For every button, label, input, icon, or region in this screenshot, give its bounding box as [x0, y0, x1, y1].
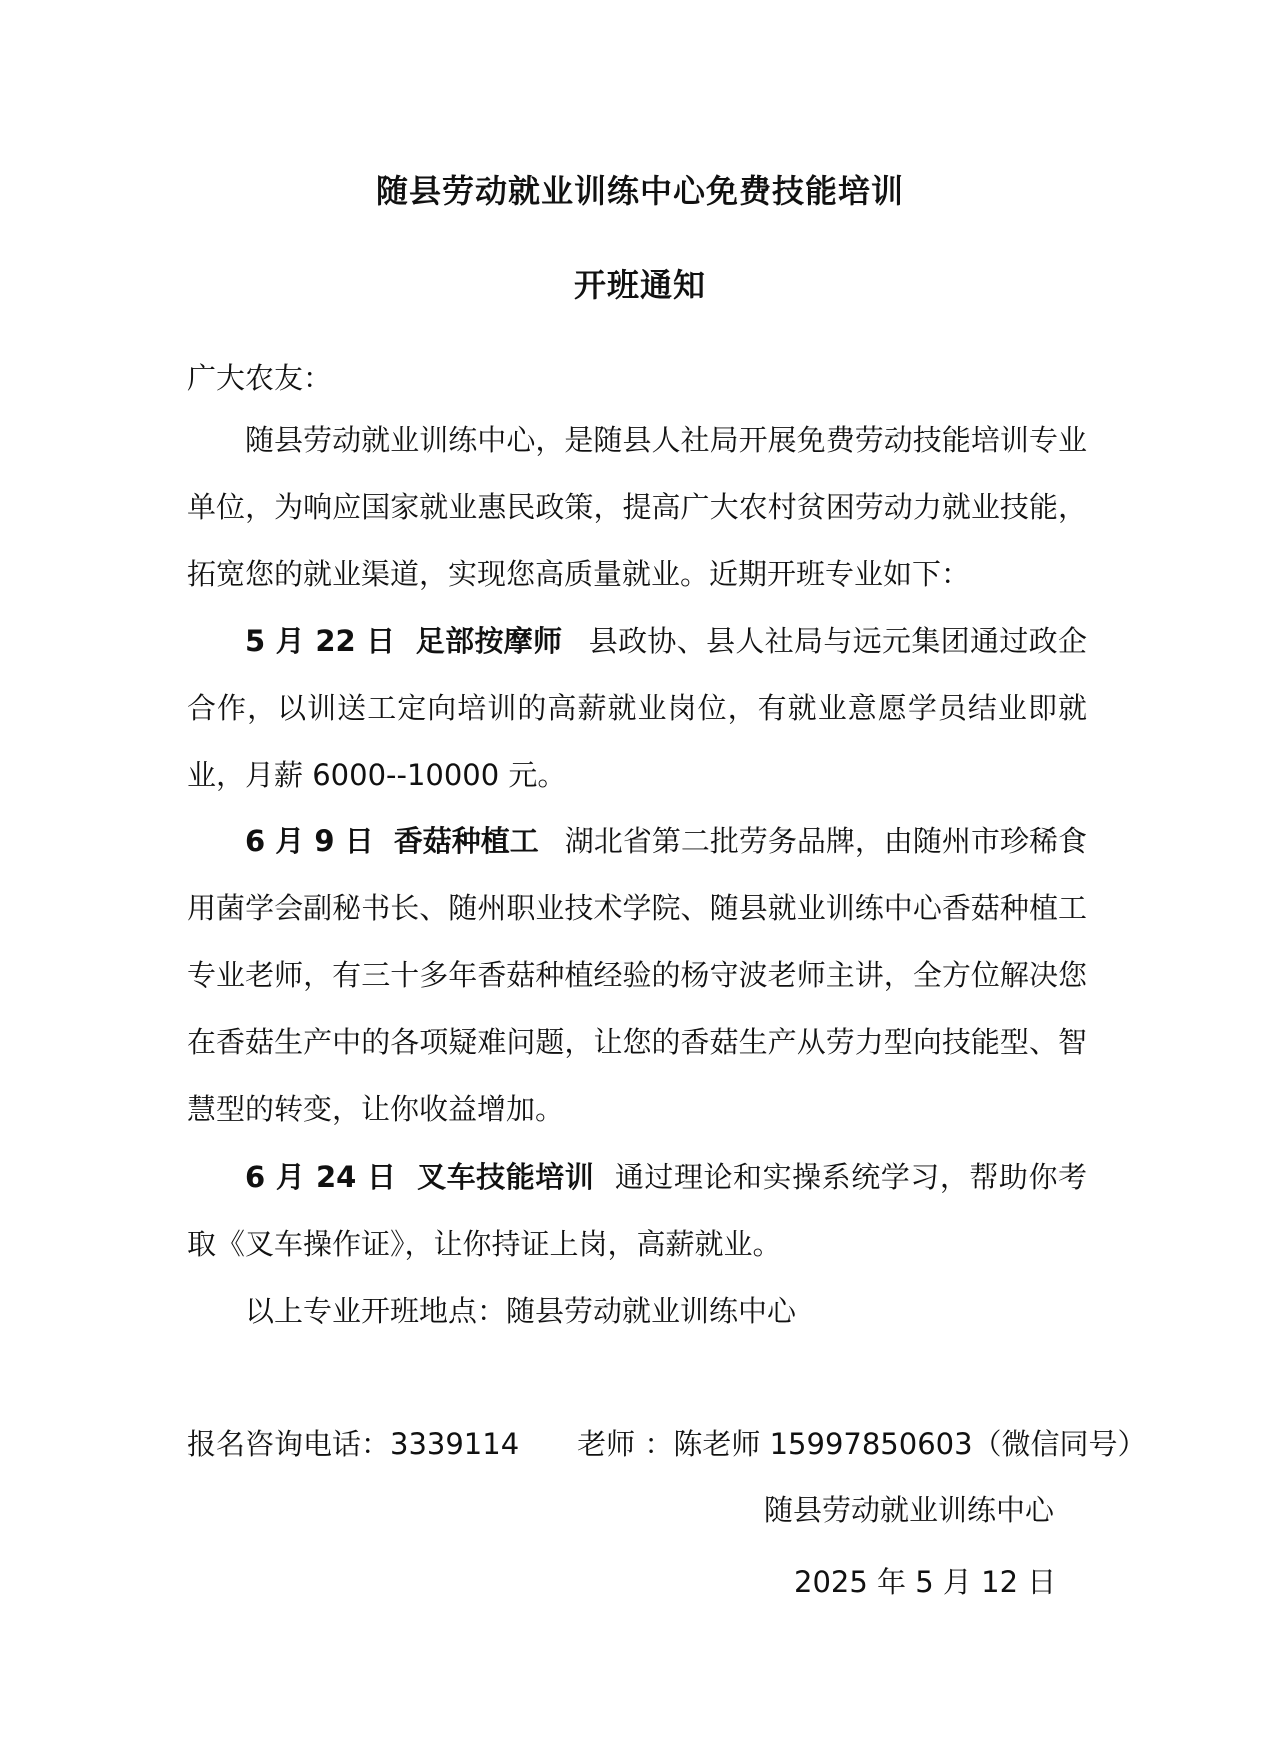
course-date: 5 月 22 日: [245, 624, 396, 658]
course-date: 6 月 9 日: [245, 824, 374, 858]
course-description: 湖北省第二批劳务品牌，由随州市珍稀食用菌学会副秘书长、随州职业技术学院、随县就业训练中心香菇种植工专业老师，有三十多年香菇种植经验的杨守波老师主讲，全方位解决您在香菇生产中的各项疑难问题，让您的香菇生产从劳力型向技能型、智慧型的转变，让你收益增加。: [187, 824, 1087, 1126]
issue-date: 2025 年 5 月 12 日: [794, 1565, 1057, 1599]
course-description: 县政协、县人社局与远元集团通过政企合作，以训送工定向培训的高薪就业岗位，有就业意愿学员结业即就业，月薪 6000--10000 元。: [187, 624, 1087, 792]
course-name: 香菇种植工: [393, 824, 539, 858]
greeting: 广大农友：: [187, 361, 333, 395]
course-description: 通过理论和实操系统学习，帮助你考取《叉车操作证》，让你持证上岗，高薪就业。: [187, 1160, 1087, 1261]
contact-line: [187, 1422, 1147, 1463]
course-date: 6 月 24 日: [245, 1160, 397, 1194]
intro-paragraph: 随县劳动就业训练中心，是随县人社局开展免费劳动技能培训专业单位，为响应国家就业惠民政策，提高广大农村贫困劳动力就业技能，拓宽您的就业渠道，实现您高质量就业。近期开班专业如下：: [187, 423, 1087, 591]
location-paragraph: 以上专业开班地点：随县劳动就业训练中心: [245, 1294, 797, 1328]
course-item-forklift: [187, 1144, 1087, 1278]
course-item-mushroom: [187, 808, 1087, 1143]
course-name: 足部按摩师: [415, 624, 563, 658]
course-item-foot-massage: [187, 608, 1087, 809]
notice-title: 随县劳动就业训练中心免费技能培训: [375, 172, 904, 210]
contact-teacher: 老师 ：陈老师 15997850603（微信同号）: [577, 1427, 1147, 1461]
notice-subtitle: 开班通知: [573, 266, 706, 304]
contact-phone: 报名咨询电话：3339114: [187, 1427, 520, 1461]
course-name: 叉车技能培训: [416, 1160, 595, 1194]
issuer-signature: 随县劳动就业训练中心: [764, 1493, 1055, 1527]
